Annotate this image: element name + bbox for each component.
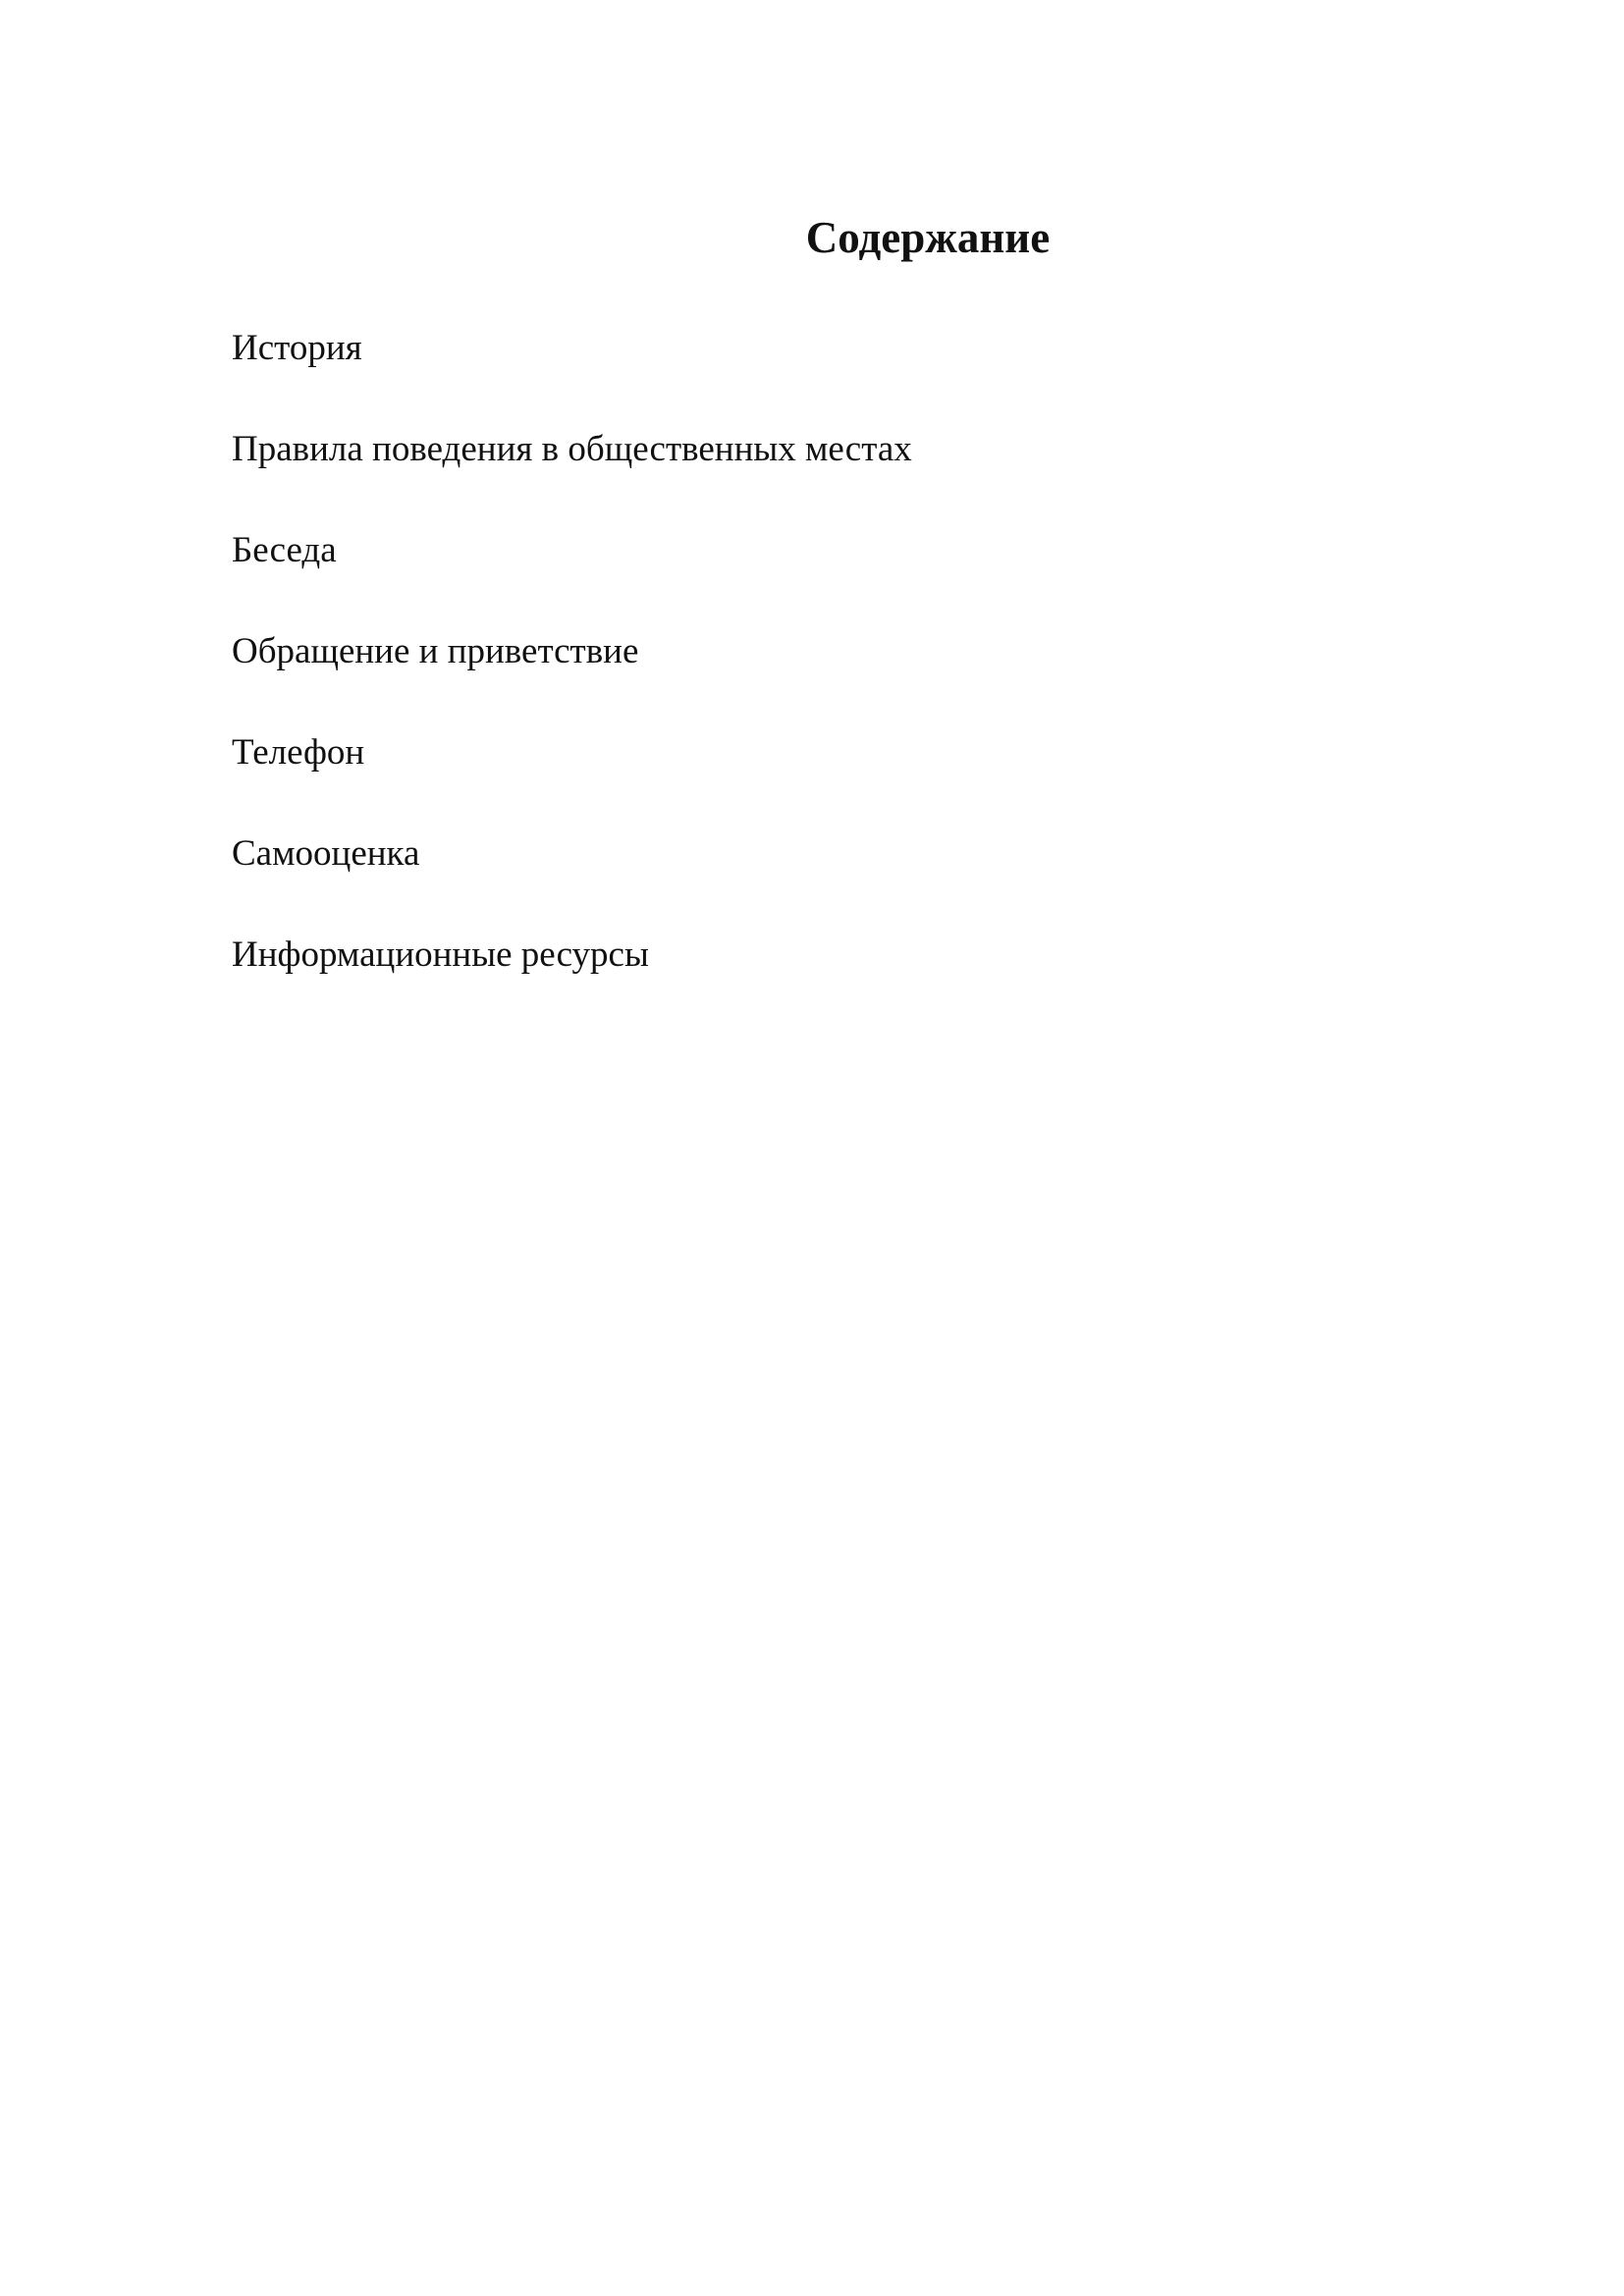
toc-item-history: История [232, 328, 362, 368]
toc-item-conversation: Беседа [232, 530, 337, 570]
toc-item-address-and-greeting: Обращение и приветствие [232, 631, 639, 671]
table-of-contents [232, 324, 912, 1032]
page-title: Содержание [805, 213, 1051, 262]
toc-item-public-behavior-rules: Правила поведения в общественных местах [232, 429, 912, 469]
toc-item-telephone: Телефон [232, 732, 365, 773]
toc-item-information-resources: Информационные ресурсы [232, 934, 649, 975]
toc-item-self-assessment: Самооценка [232, 833, 420, 874]
